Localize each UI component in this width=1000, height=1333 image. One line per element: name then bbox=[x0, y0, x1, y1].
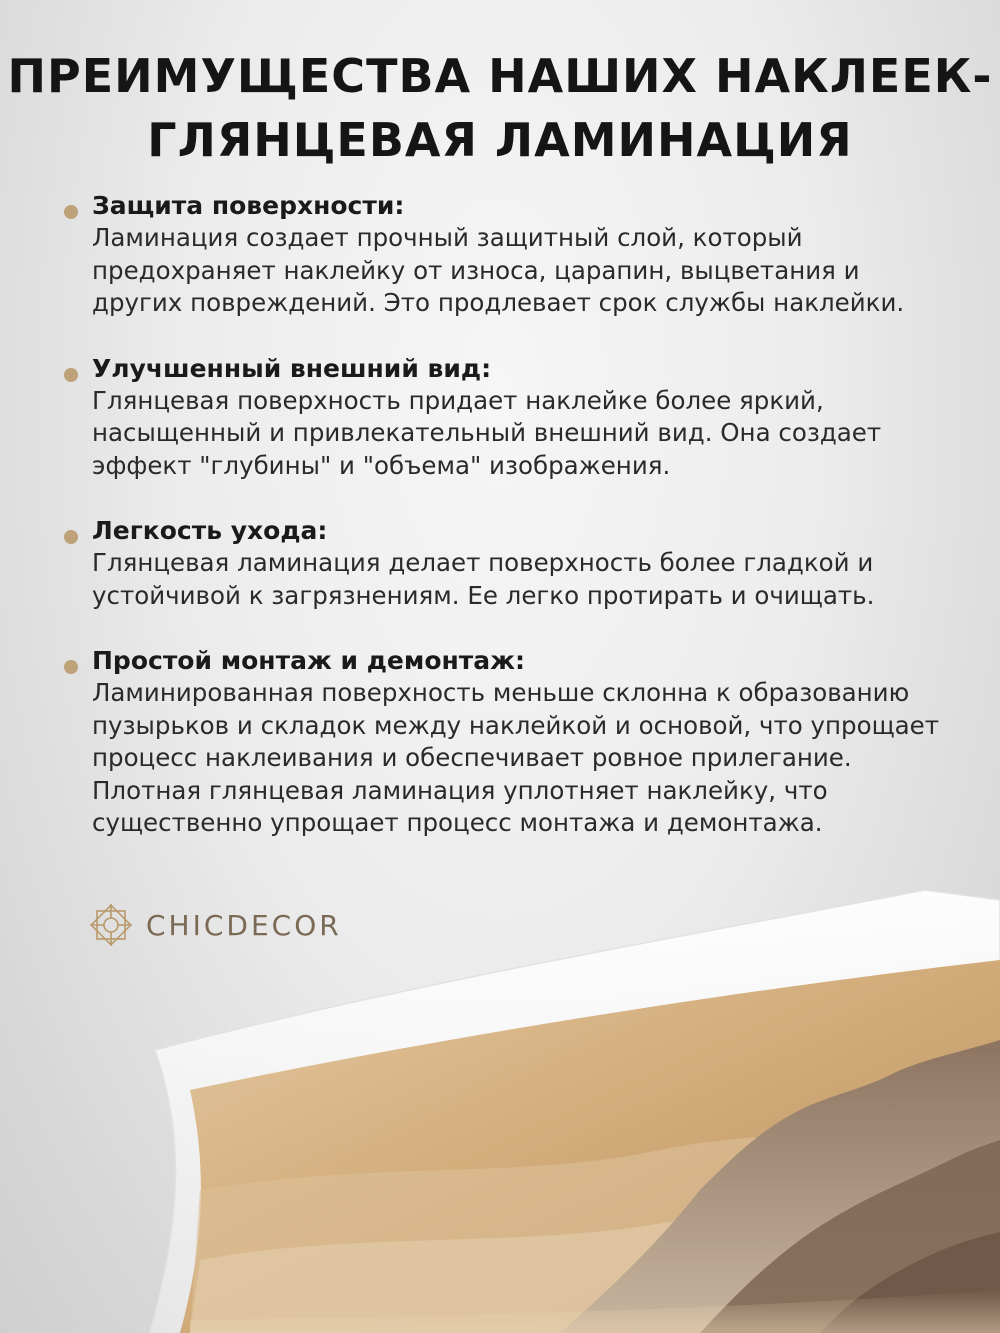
page-title-line-1: ПРЕИМУЩЕСТВА НАШИХ НАКЛЕЕК- bbox=[7, 49, 993, 103]
feature-item bbox=[62, 353, 982, 483]
feature-item bbox=[62, 645, 982, 840]
feature-title: Легкость ухода: bbox=[92, 516, 328, 545]
feature-text: Ламинация создает прочный защитный слой, который предохраняет наклейку от износа, царапин, выцветания и других повреждений. Это продлевает срок службы наклейки. bbox=[92, 223, 905, 317]
page-title bbox=[0, 44, 1000, 172]
feature-text: Глянцевая ламинация делает поверхность более гладкой и устойчивой к загрязнениям. Ее легко протирать и очищать. bbox=[92, 548, 875, 610]
feature-title: Простой монтаж и демонтаж: bbox=[92, 646, 526, 675]
bullet-dot-icon bbox=[64, 205, 78, 219]
feature-item bbox=[62, 190, 982, 320]
bullet-dot-icon bbox=[64, 660, 78, 674]
brand-name: CHICDECOR bbox=[146, 908, 342, 942]
feature-title: Улучшенный внешний вид: bbox=[92, 353, 492, 383]
bullet-dot-icon bbox=[64, 368, 78, 382]
feature-text: Ламинированная поверхность меньше склонна к образованию пузырьков и складок между наклейкой и основой, что упрощает процесс наклеивания и обеспечивает ровное прилегание. Плотная глянцевая ламинация уплотняет наклейку, что существенно упрощает процесс монтажа и демонтажа. bbox=[92, 678, 940, 837]
feature-title: Защита поверхности: bbox=[92, 191, 405, 220]
features-list bbox=[62, 190, 982, 873]
page-title-line-2: ГЛЯНЦЕВАЯ ЛАМИНАЦИЯ bbox=[147, 113, 853, 167]
bullet-dot-icon bbox=[64, 530, 78, 544]
geometric-star-logo-icon bbox=[86, 900, 136, 950]
feature-item bbox=[62, 515, 982, 612]
brand-logo bbox=[86, 898, 342, 952]
feature-text: Глянцевая поверхность придает наклейке более яркий, насыщенный и привлекательный внешний вид. Она создает эффект "глубины" и "объема" изображения. bbox=[92, 385, 882, 480]
